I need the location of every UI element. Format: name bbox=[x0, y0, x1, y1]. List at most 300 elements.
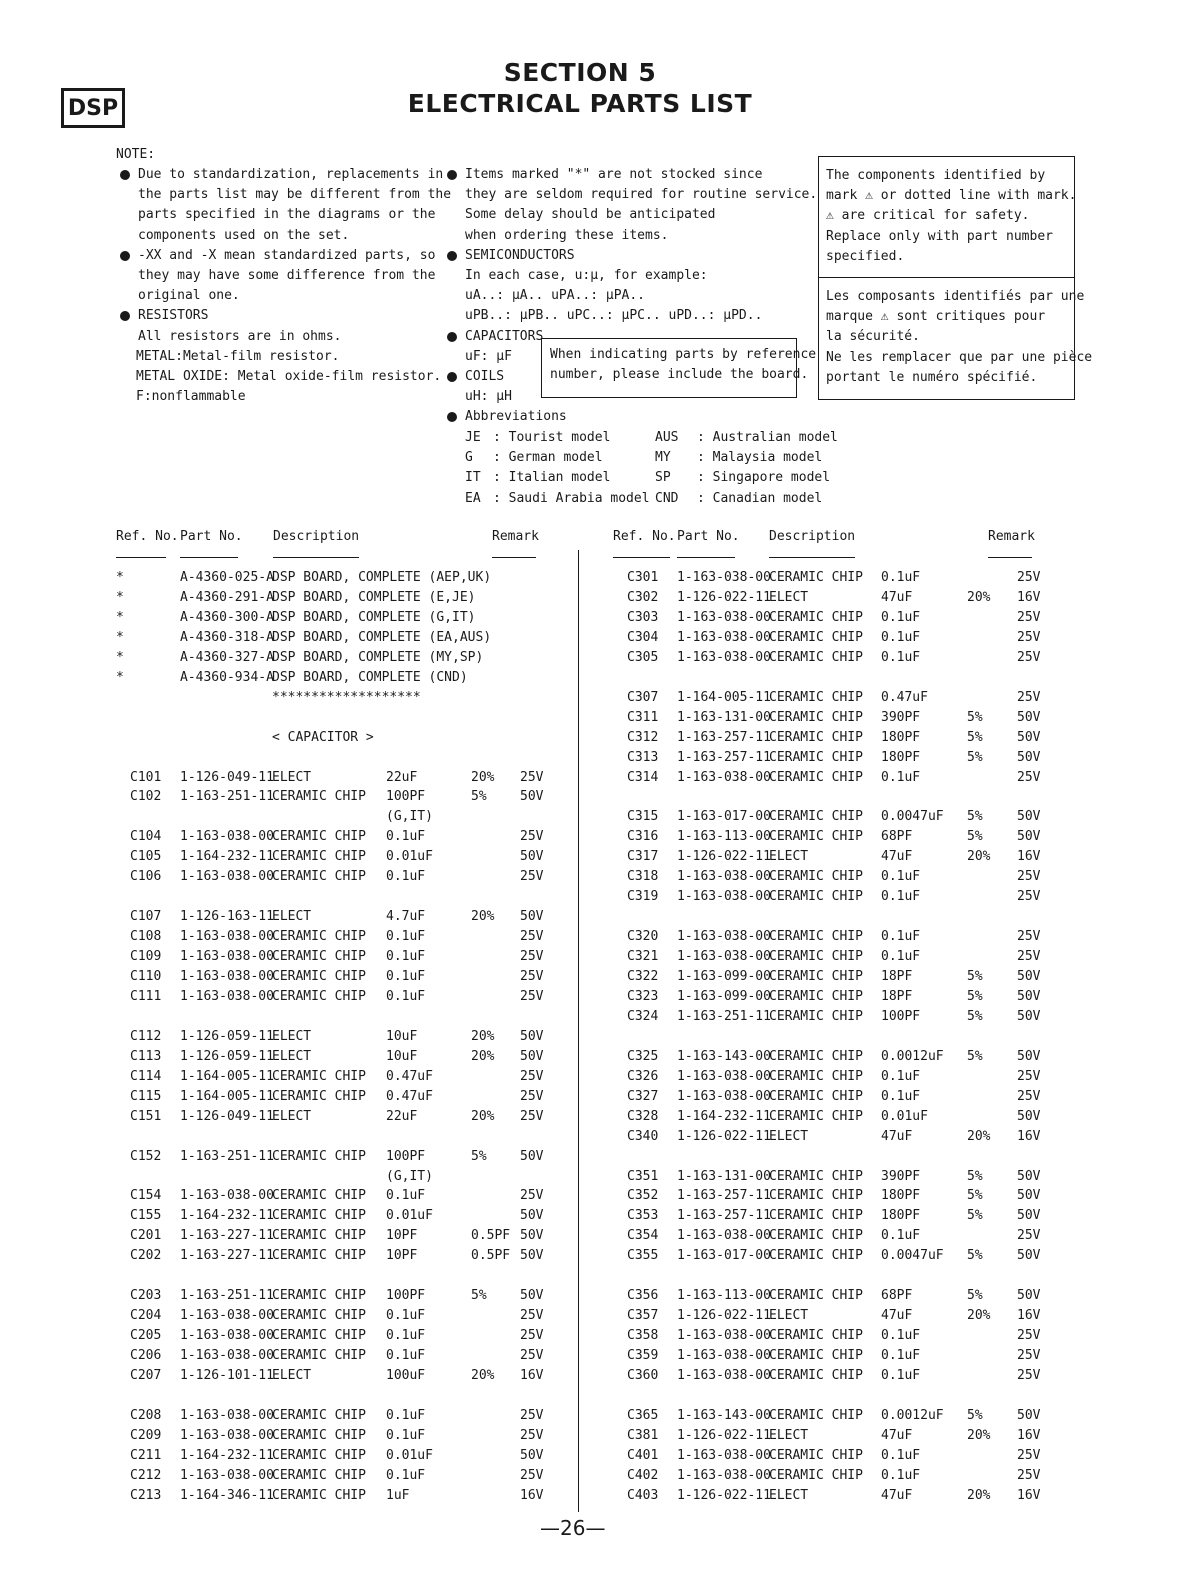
abbreviation-name: : Tourist model bbox=[493, 430, 611, 445]
cell-val: 0.1uF bbox=[881, 1068, 921, 1084]
bullet-icon bbox=[447, 251, 457, 261]
cell-volt: 50V bbox=[1017, 1208, 1041, 1224]
cell-ref: C402 bbox=[627, 1467, 659, 1483]
cell-part: 1-163-038-00 bbox=[180, 869, 274, 885]
cell-ref: C201 bbox=[130, 1228, 162, 1244]
cell-desc: CERAMIC CHIP bbox=[769, 609, 863, 625]
cell-desc: ELECT bbox=[769, 1308, 809, 1324]
cell-desc: CERAMIC CHIP bbox=[272, 1068, 366, 1084]
note-line bbox=[138, 205, 451, 225]
cell-ref: C110 bbox=[130, 969, 162, 984]
cell-part: 1-126-101-11 bbox=[180, 1368, 274, 1383]
abbreviation-name: : Saudi Arabia model bbox=[493, 490, 650, 506]
note-line bbox=[138, 327, 451, 347]
note-line bbox=[136, 367, 451, 387]
cell-tol: 20% bbox=[967, 1487, 991, 1503]
col-ref-right: Ref. No. bbox=[613, 529, 676, 544]
note-text: components used on the set. bbox=[138, 227, 350, 243]
cell-volt: 16V bbox=[1017, 589, 1041, 605]
cell-volt: 25V bbox=[1017, 1328, 1041, 1344]
note-line bbox=[136, 347, 451, 367]
abbreviation-code: JE bbox=[465, 430, 481, 445]
cell-ref: * bbox=[116, 629, 124, 645]
cell-volt: 25V bbox=[1017, 1348, 1041, 1364]
cell-part: 1-163-038-00 bbox=[677, 609, 771, 625]
cell-part: 1-163-251-11 bbox=[180, 1148, 274, 1164]
cell-tol: 5% bbox=[967, 729, 983, 745]
cell-volt: 25V bbox=[1017, 949, 1041, 965]
bullet-icon bbox=[120, 311, 130, 321]
cell-val: 180PF bbox=[881, 749, 921, 765]
cell-ref: C303 bbox=[627, 609, 659, 625]
cell-desc: DSP BOARD, COMPLETE (EA,AUS) bbox=[272, 629, 492, 645]
cell-ref: C317 bbox=[627, 849, 659, 865]
cell-part: 1-163-017-00 bbox=[677, 809, 771, 825]
cell-desc: DSP BOARD, COMPLETE (AEP,UK) bbox=[272, 570, 492, 585]
cell-part: 1-163-038-00 bbox=[180, 1348, 274, 1364]
cell-desc: DSP BOARD, COMPLETE (E,JE) bbox=[272, 589, 476, 605]
note-text: All resistors are in ohms. bbox=[138, 328, 342, 344]
note-text: CAPACITORS bbox=[465, 328, 544, 344]
cell-tol: 5% bbox=[471, 1288, 487, 1304]
cell-volt: 50V bbox=[1017, 969, 1041, 984]
cell-part: 1-163-038-00 bbox=[677, 1088, 771, 1104]
cell-ref: C111 bbox=[130, 988, 162, 1004]
cell-desc: ELECT bbox=[272, 769, 312, 785]
cell-part: 1-163-038-00 bbox=[677, 929, 771, 945]
col-desc-left: Description bbox=[273, 529, 360, 544]
cell-ref: C206 bbox=[130, 1348, 162, 1364]
cell-ref: C321 bbox=[627, 949, 659, 965]
cell-part: 1-163-131-00 bbox=[677, 709, 771, 725]
cell-val: 0.1uF bbox=[881, 1447, 921, 1463]
note-text: RESISTORS bbox=[138, 308, 209, 324]
note-line: When indicating parts by reference bbox=[550, 347, 817, 362]
cell-volt: 25V bbox=[520, 988, 544, 1004]
cell-ref: C319 bbox=[627, 889, 659, 905]
note-text: Due to standardization, replacements in bbox=[138, 167, 444, 182]
cell-desc: CERAMIC CHIP bbox=[272, 789, 366, 805]
cell-part: A-4360-318-A bbox=[180, 629, 274, 645]
cell-tol: 5% bbox=[967, 969, 983, 984]
cell-part: 1-163-257-11 bbox=[677, 1208, 771, 1224]
cell-tol: 5% bbox=[967, 988, 983, 1004]
cell-part: 1-163-038-00 bbox=[677, 1348, 771, 1364]
cell-volt: 50V bbox=[520, 1028, 544, 1044]
cell-ref: C113 bbox=[130, 1048, 162, 1064]
abbreviation-code2: AUS bbox=[655, 430, 679, 445]
cell-val: 0.01uF bbox=[386, 849, 433, 865]
cell-val: 390PF bbox=[881, 1168, 921, 1184]
cell-volt: 50V bbox=[1017, 749, 1041, 765]
cell-volt: 50V bbox=[1017, 1108, 1041, 1124]
cell-val: 100PF bbox=[386, 1148, 426, 1164]
cell-volt: 50V bbox=[1017, 1407, 1041, 1423]
cell-val: 0.1uF bbox=[881, 1328, 921, 1344]
cell-ref: C324 bbox=[627, 1008, 659, 1024]
cell-volt: 25V bbox=[1017, 1088, 1041, 1104]
cell-desc: CERAMIC CHIP bbox=[769, 1328, 863, 1344]
note-line bbox=[138, 306, 451, 326]
note-text: they may have some difference from the bbox=[138, 267, 436, 283]
cell-volt: 25V bbox=[1017, 769, 1041, 785]
cell-val: 100PF bbox=[386, 789, 426, 805]
cell-val: 68PF bbox=[881, 829, 913, 845]
cell-ref: C352 bbox=[627, 1188, 659, 1204]
cell-ref: C358 bbox=[627, 1328, 659, 1344]
cell-val: 100PF bbox=[881, 1008, 921, 1024]
cell-desc: CERAMIC CHIP bbox=[272, 1467, 366, 1483]
cell-volt: 25V bbox=[1017, 869, 1041, 885]
cell-desc: CERAMIC CHIP bbox=[769, 1447, 863, 1463]
cell-volt: 25V bbox=[1017, 929, 1041, 945]
cell-val: 0.47uF bbox=[881, 689, 928, 705]
col-desc-right: Description bbox=[769, 529, 856, 544]
cell-ref: C355 bbox=[627, 1248, 659, 1264]
cell-part: 1-163-038-00 bbox=[677, 949, 771, 965]
cell-val: 10PF bbox=[386, 1248, 418, 1264]
cell-ref: C320 bbox=[627, 929, 659, 945]
note-line bbox=[465, 266, 817, 286]
cell-tol: 20% bbox=[967, 1427, 991, 1443]
cell-ref: C212 bbox=[130, 1467, 162, 1483]
cell-ref: C381 bbox=[627, 1427, 659, 1443]
col-part-right: Part No. bbox=[677, 529, 740, 544]
cell-volt: 25V bbox=[520, 969, 544, 984]
column-divider bbox=[578, 550, 579, 1512]
cell-part: 1-163-038-00 bbox=[677, 769, 771, 785]
cell-part: 1-163-038-00 bbox=[180, 1467, 274, 1483]
cell-desc: CERAMIC CHIP bbox=[769, 570, 863, 585]
cell-desc: CERAMIC CHIP bbox=[769, 1168, 863, 1184]
cell-ref: C403 bbox=[627, 1487, 659, 1503]
cell-val: 100PF bbox=[386, 1288, 426, 1304]
cell-val: 0.1uF bbox=[881, 649, 921, 665]
cell-tol: 5% bbox=[967, 1188, 983, 1204]
note-text: -XX and -X mean standardized parts, so bbox=[138, 247, 436, 263]
cell-val: 22uF bbox=[386, 1108, 418, 1124]
cell-part: 1-126-022-11 bbox=[677, 1308, 771, 1324]
cell-tol: 5% bbox=[967, 1168, 983, 1184]
cell-volt: 25V bbox=[1017, 1447, 1041, 1463]
bullet-icon bbox=[447, 412, 457, 422]
cell-volt: 25V bbox=[1017, 1467, 1041, 1483]
bullet-icon bbox=[120, 170, 130, 180]
cell-ref: C208 bbox=[130, 1407, 162, 1423]
cell-volt: 50V bbox=[520, 849, 544, 865]
col-remark-left: Remark bbox=[492, 529, 539, 544]
cell-val: 390PF bbox=[881, 709, 921, 725]
cell-val: 0.1uF bbox=[881, 869, 921, 885]
cell-part: 1-163-251-11 bbox=[677, 1008, 771, 1024]
cell-val: 0.0047uF bbox=[881, 809, 944, 825]
cell-ref: C328 bbox=[627, 1108, 659, 1124]
cell-part: A-4360-025-A bbox=[180, 570, 274, 585]
cell-val: 18PF bbox=[881, 969, 913, 984]
cell-val: 47uF bbox=[881, 849, 913, 865]
cell-ref: C314 bbox=[627, 769, 659, 785]
cell-volt: 25V bbox=[1017, 570, 1041, 585]
cell-volt: 25V bbox=[520, 829, 544, 845]
cell-tol: 5% bbox=[967, 1288, 983, 1304]
cell-val: 0.1uF bbox=[386, 1427, 426, 1443]
cell-part: 1-163-038-00 bbox=[180, 969, 274, 984]
cell-volt: 16V bbox=[520, 1368, 544, 1383]
abbreviation-name2: : Malaysia model bbox=[697, 450, 823, 466]
cell-tol: 20% bbox=[967, 1128, 991, 1144]
note-line bbox=[465, 407, 817, 427]
cell-volt: 25V bbox=[520, 1467, 544, 1483]
cell-val: 0.1uF bbox=[881, 1088, 921, 1104]
cell-ref: C109 bbox=[130, 949, 162, 965]
cell-ref: C311 bbox=[627, 709, 659, 725]
cell-volt: 50V bbox=[1017, 1288, 1041, 1304]
cell-desc: ELECT bbox=[769, 1128, 809, 1144]
cell-val: 47uF bbox=[881, 1427, 913, 1443]
cell-volt: 50V bbox=[520, 1048, 544, 1064]
cell-ref: C365 bbox=[627, 1407, 659, 1423]
cell-desc: CERAMIC CHIP bbox=[272, 929, 366, 945]
note-text: Items marked "*" are not stocked since bbox=[465, 167, 763, 182]
cell-desc: CERAMIC CHIP bbox=[272, 1407, 366, 1423]
cell-val: 0.1uF bbox=[386, 829, 426, 845]
bullet-icon bbox=[447, 170, 457, 180]
abbreviation-name2: : Australian model bbox=[697, 430, 838, 445]
cell-val: 47uF bbox=[881, 1308, 913, 1324]
note-line bbox=[138, 226, 451, 246]
underline bbox=[988, 557, 1032, 558]
cell-ref: * bbox=[116, 669, 124, 685]
cell-volt: 25V bbox=[1017, 889, 1041, 905]
cell-part: A-4360-934-A bbox=[180, 669, 274, 685]
cell-volt: 25V bbox=[520, 929, 544, 945]
cell-desc: CERAMIC CHIP bbox=[769, 809, 863, 825]
abbreviation-code: G bbox=[465, 450, 473, 466]
cell-tol: 0.5PF bbox=[471, 1248, 511, 1264]
cell-part: 1-163-227-11 bbox=[180, 1248, 274, 1264]
cell-part: 1-164-346-11 bbox=[180, 1487, 274, 1503]
cell-ref: C316 bbox=[627, 829, 659, 845]
cell-ref: C155 bbox=[130, 1208, 162, 1224]
underline bbox=[492, 557, 536, 558]
cell-ref: C304 bbox=[627, 629, 659, 645]
cell-volt: 25V bbox=[520, 1348, 544, 1364]
note-line: Ne les remplacer que par une pièce bbox=[826, 349, 1093, 365]
safety-notice-box bbox=[818, 156, 1093, 400]
cell-tol: 5% bbox=[471, 789, 487, 805]
cell-part: 1-163-038-00 bbox=[677, 889, 771, 905]
note-line: portant le numéro spécifié. bbox=[826, 369, 1038, 385]
cell-part: 1-163-038-00 bbox=[180, 1427, 274, 1443]
cell-tol: 5% bbox=[967, 1208, 983, 1224]
note-line bbox=[465, 205, 817, 225]
cell-ref: C351 bbox=[627, 1168, 659, 1184]
cell-val: 0.1uF bbox=[386, 949, 426, 965]
cell-desc: CERAMIC CHIP bbox=[769, 1088, 863, 1104]
note-text: when ordering these items. bbox=[465, 227, 669, 243]
cell-ref: C108 bbox=[130, 929, 162, 945]
cell-ref: C205 bbox=[130, 1328, 162, 1344]
page-title: ELECTRICAL PARTS LIST bbox=[407, 89, 753, 118]
cell-val: 47uF bbox=[881, 589, 913, 605]
cell-ref: C107 bbox=[130, 909, 162, 925]
note-text: original one. bbox=[138, 288, 240, 304]
note-text: METAL:Metal-film resistor. bbox=[136, 348, 340, 364]
cell-ref: C203 bbox=[130, 1288, 162, 1304]
cell-part: 1-163-038-00 bbox=[180, 829, 274, 845]
cell-part: 1-126-059-11 bbox=[180, 1028, 274, 1044]
cell-desc: CERAMIC CHIP bbox=[272, 1228, 366, 1244]
cell-desc: DSP BOARD, COMPLETE (CND) bbox=[272, 669, 468, 685]
cell-ref: C106 bbox=[130, 869, 162, 885]
cell-ref: C209 bbox=[130, 1427, 162, 1443]
cell-part: A-4360-291-A bbox=[180, 589, 274, 605]
cell-volt: 50V bbox=[520, 1208, 544, 1224]
cell-ref: C313 bbox=[627, 749, 659, 765]
abbreviation-code2: SP bbox=[655, 470, 671, 486]
cell-ref: C356 bbox=[627, 1288, 659, 1304]
note-text: uF: μF bbox=[465, 348, 512, 364]
cell-tol: 5% bbox=[967, 829, 983, 845]
cell-volt: 25V bbox=[1017, 689, 1041, 705]
cell-desc: CERAMIC CHIP bbox=[272, 1088, 366, 1104]
cell-desc: < CAPACITOR > bbox=[272, 729, 374, 745]
cell-part: 1-164-005-11 bbox=[180, 1068, 274, 1084]
cell-desc: ELECT bbox=[769, 1427, 809, 1443]
note-line bbox=[136, 387, 451, 407]
cell-volt: 50V bbox=[1017, 1188, 1041, 1204]
cell-desc: CERAMIC CHIP bbox=[272, 829, 366, 845]
note-line: number, please include the board. bbox=[550, 367, 809, 383]
cell-part: 1-126-163-11 bbox=[180, 909, 274, 925]
cell-part: 1-163-251-11 bbox=[180, 1288, 274, 1304]
cell-ref: * bbox=[116, 609, 124, 625]
cell-volt: 50V bbox=[1017, 729, 1041, 745]
cell-volt: 50V bbox=[1017, 988, 1041, 1004]
cell-desc: CERAMIC CHIP bbox=[272, 1487, 366, 1503]
note-heading: NOTE: bbox=[116, 147, 156, 162]
cell-val: 100uF bbox=[386, 1368, 426, 1383]
cell-val: 0.0047uF bbox=[881, 1248, 944, 1264]
note-line: specified. bbox=[826, 248, 905, 264]
cell-volt: 50V bbox=[1017, 709, 1041, 725]
cell-val: 10uF bbox=[386, 1028, 418, 1044]
cell-ref: C114 bbox=[130, 1068, 162, 1084]
cell-desc: CERAMIC CHIP bbox=[769, 1108, 863, 1124]
cell-val: 0.1uF bbox=[881, 570, 921, 585]
cell-volt: 16V bbox=[1017, 1427, 1041, 1443]
cell-part: 1-163-038-00 bbox=[677, 1467, 771, 1483]
note-text: SEMICONDUCTORS bbox=[465, 247, 575, 263]
cell-val: 0.01uF bbox=[386, 1208, 433, 1224]
cell-part: 1-126-022-11 bbox=[677, 849, 771, 865]
cell-desc: CERAMIC CHIP bbox=[272, 1148, 366, 1164]
cell-ref: C359 bbox=[627, 1348, 659, 1364]
cell-part: 1-163-038-00 bbox=[677, 570, 771, 585]
cell-volt: 25V bbox=[520, 869, 544, 885]
note-line bbox=[465, 286, 817, 306]
col-part-left: Part No. bbox=[180, 529, 243, 544]
cell-part: 1-163-017-00 bbox=[677, 1248, 771, 1264]
cell-ref: C104 bbox=[130, 829, 162, 845]
underline bbox=[180, 557, 238, 558]
cell-tol: 20% bbox=[471, 769, 495, 785]
cell-desc: CERAMIC CHIP bbox=[769, 649, 863, 665]
cell-tol: 20% bbox=[471, 1048, 495, 1064]
cell-part: 1-126-022-11 bbox=[677, 589, 771, 605]
cell-desc: CERAMIC CHIP bbox=[272, 1328, 366, 1344]
cell-ref: C202 bbox=[130, 1248, 162, 1264]
cell-tol: 20% bbox=[471, 1108, 495, 1124]
cell-volt: 16V bbox=[1017, 1128, 1041, 1144]
cell-desc: CERAMIC CHIP bbox=[769, 689, 863, 705]
cell-val: 0.1uF bbox=[386, 1328, 426, 1344]
cell-part: 1-163-143-00 bbox=[677, 1048, 771, 1064]
cell-desc: CERAMIC CHIP bbox=[769, 929, 863, 945]
cell-ref: C305 bbox=[627, 649, 659, 665]
cell-desc: CERAMIC CHIP bbox=[272, 1427, 366, 1443]
note-line bbox=[138, 266, 451, 286]
cell-val: 0.1uF bbox=[881, 629, 921, 645]
cell-ref: C211 bbox=[130, 1447, 162, 1463]
cell-part: 1-126-022-11 bbox=[677, 1487, 771, 1503]
cell-part: 1-126-059-11 bbox=[180, 1048, 274, 1064]
cell-desc: CERAMIC CHIP bbox=[272, 1308, 366, 1324]
cell-tol: 20% bbox=[967, 849, 991, 865]
cell-ref: C312 bbox=[627, 729, 659, 745]
cell-part: 1-163-257-11 bbox=[677, 1188, 771, 1204]
cell-ref: C322 bbox=[627, 969, 659, 984]
cell-desc: CERAMIC CHIP bbox=[272, 949, 366, 965]
underline bbox=[769, 557, 855, 558]
note-line bbox=[138, 286, 451, 306]
cell-desc: ELECT bbox=[769, 589, 809, 605]
note-line bbox=[138, 185, 451, 205]
cell-val: 47uF bbox=[881, 1487, 913, 1503]
note-text: METAL OXIDE: Metal oxide-film resistor. bbox=[136, 368, 442, 384]
cell-volt: 50V bbox=[520, 909, 544, 925]
note-text: In each case, u:μ, for example: bbox=[465, 267, 708, 283]
col-remark-right: Remark bbox=[988, 529, 1035, 544]
cell-desc: ELECT bbox=[272, 909, 312, 925]
note-line: marque ⚠ sont critiques pour bbox=[826, 309, 1046, 325]
cell-desc: CERAMIC CHIP bbox=[272, 849, 366, 865]
cell-volt: 25V bbox=[520, 1328, 544, 1344]
cell-ref: C326 bbox=[627, 1068, 659, 1084]
safety-notice-english bbox=[826, 166, 1076, 267]
note-text: uPB..: μPB.. uPC..: μPC.. uPD..: μPD.. bbox=[465, 308, 763, 324]
cell-desc: CERAMIC CHIP bbox=[769, 1348, 863, 1364]
cell-volt: 50V bbox=[520, 1288, 544, 1304]
cell-part: 1-163-038-00 bbox=[677, 1068, 771, 1084]
cell-desc: CERAMIC CHIP bbox=[272, 1248, 366, 1264]
cell-val: 22uF bbox=[386, 769, 418, 785]
note-line bbox=[138, 165, 451, 185]
cell-volt: 50V bbox=[520, 1447, 544, 1463]
cell-val: 180PF bbox=[881, 729, 921, 745]
underline bbox=[116, 557, 166, 558]
cell-volt: 50V bbox=[1017, 1168, 1041, 1184]
cell-val: 0.1uF bbox=[881, 949, 921, 965]
underline bbox=[273, 557, 359, 558]
cell-ref: C151 bbox=[130, 1108, 162, 1124]
cell-ref: C325 bbox=[627, 1048, 659, 1064]
cell-part: 1-163-038-00 bbox=[180, 1308, 274, 1324]
cell-part: A-4360-300-A bbox=[180, 609, 274, 625]
cell-volt: 50V bbox=[1017, 829, 1041, 845]
cell-tol: 20% bbox=[471, 1368, 495, 1383]
safety-divider bbox=[819, 277, 1074, 278]
